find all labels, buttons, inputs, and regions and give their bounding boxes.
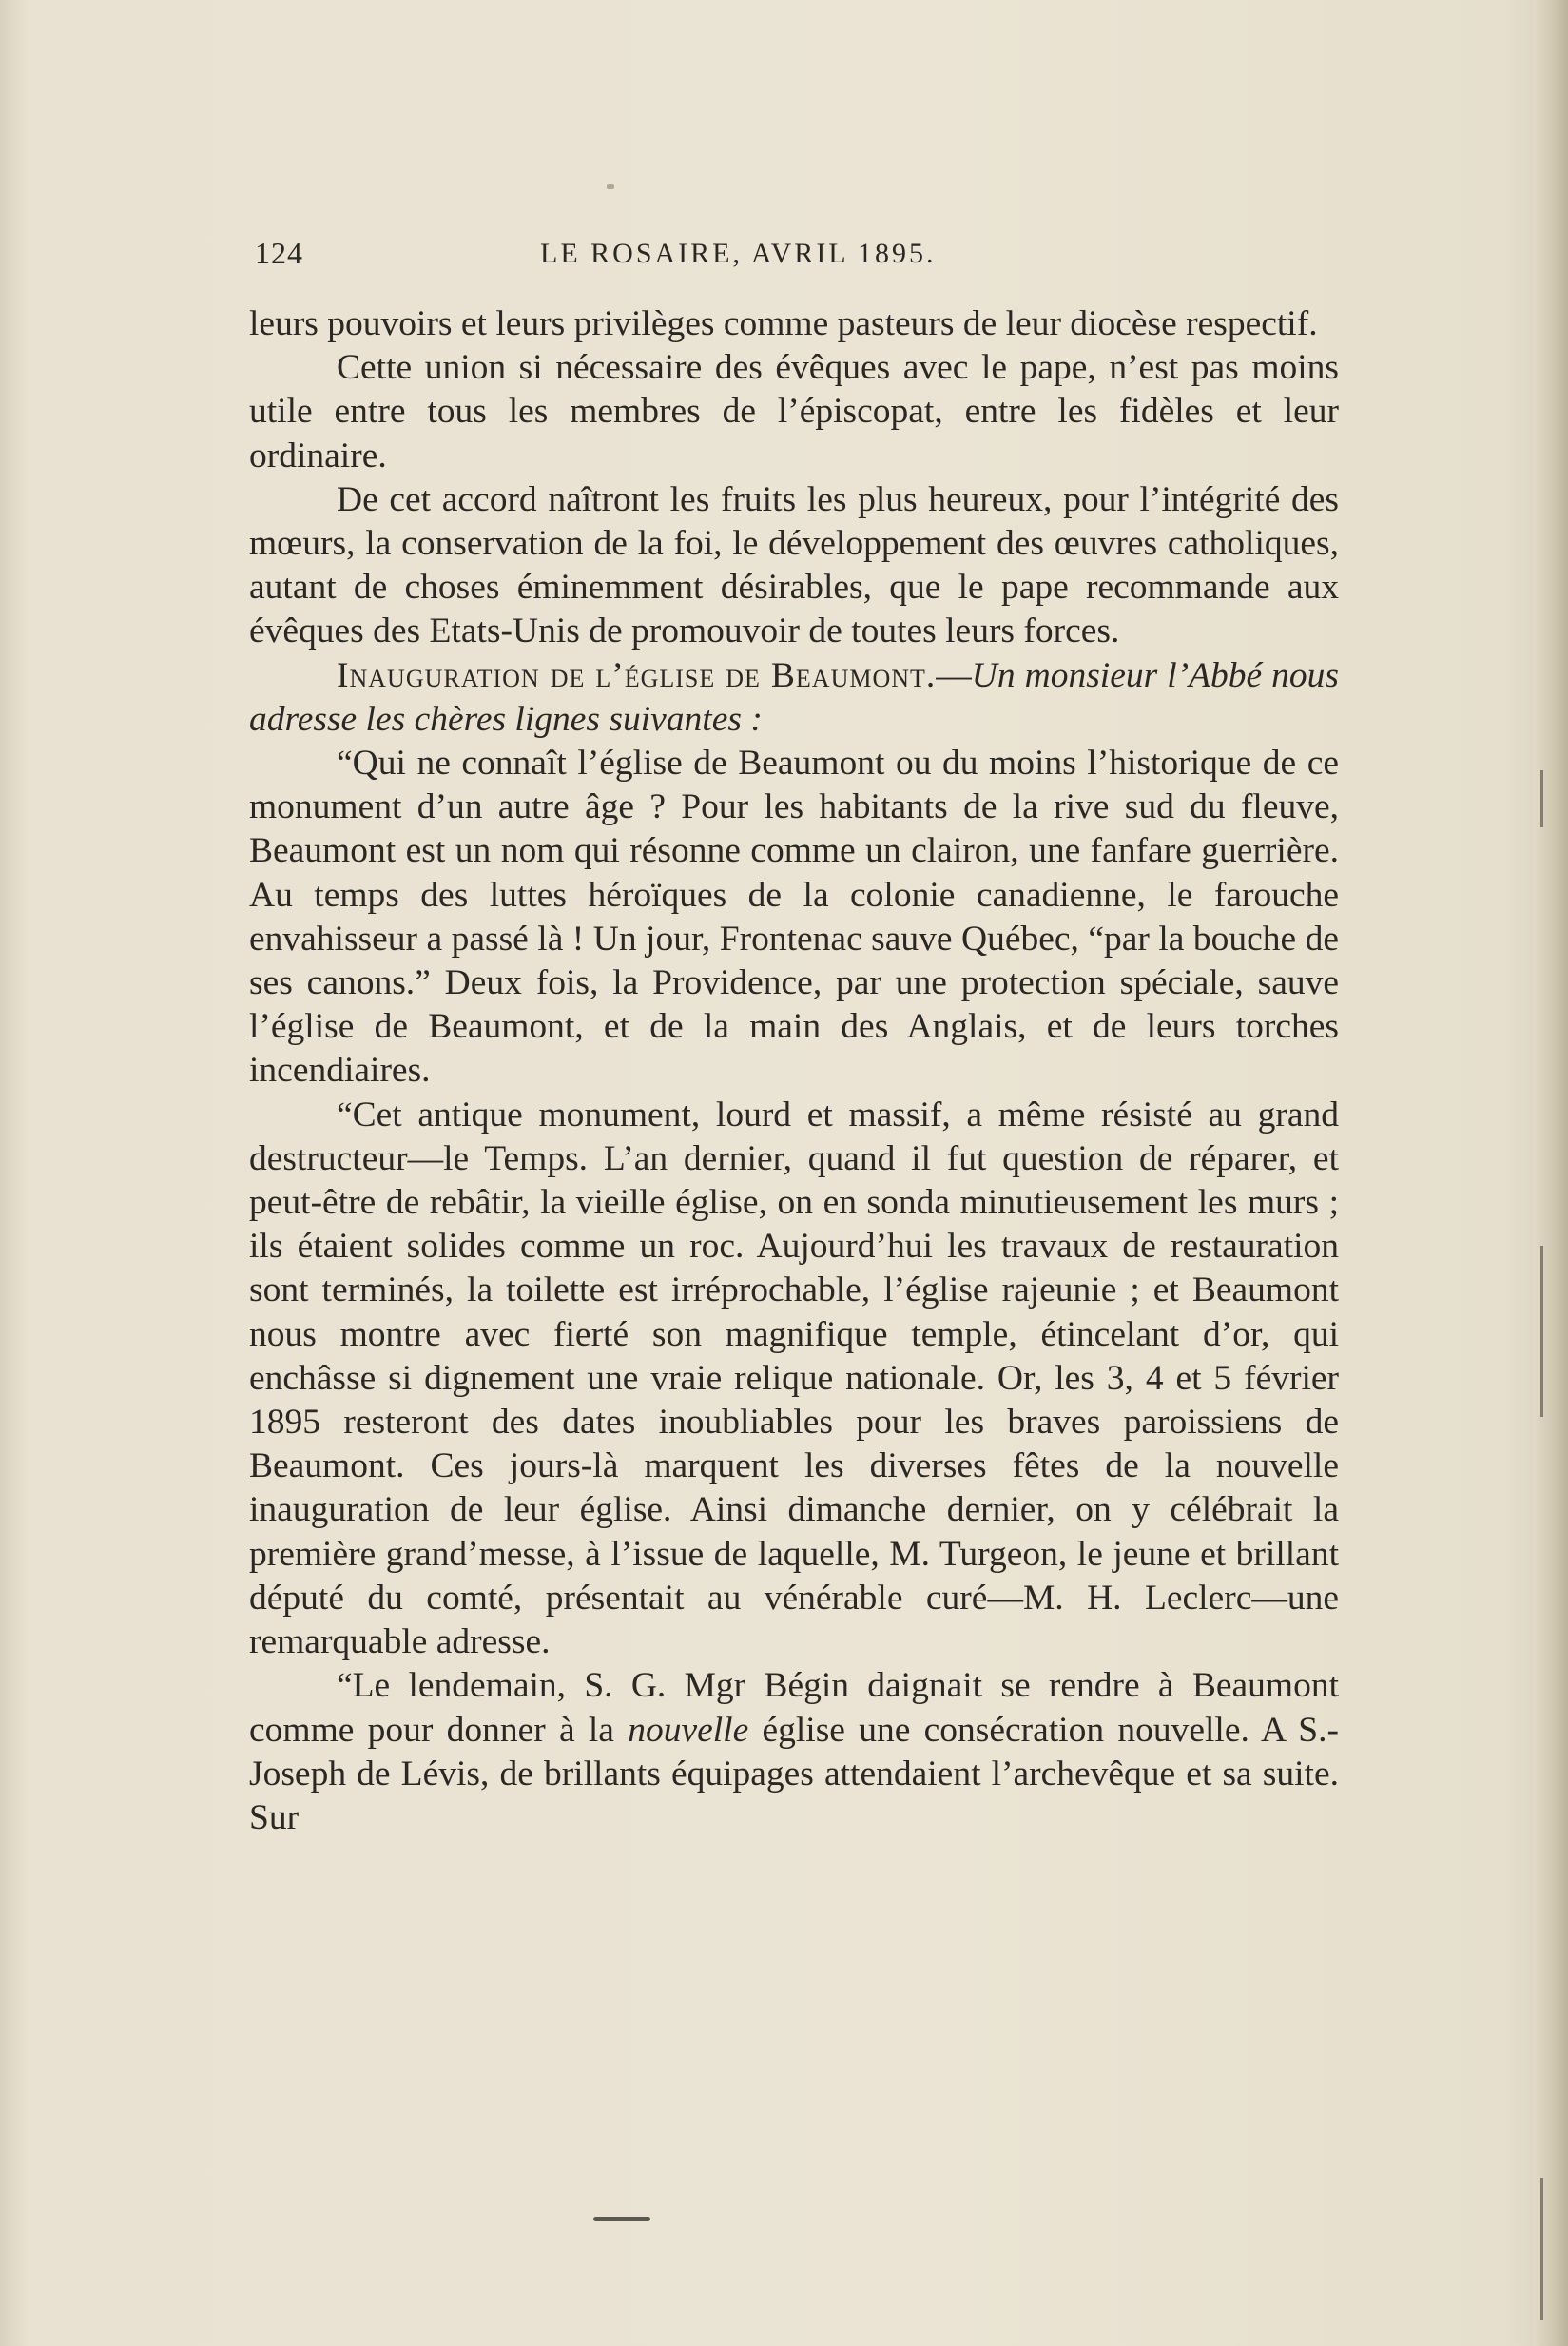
edge-mark: [1540, 1246, 1543, 1417]
running-title: LE ROSAIRE, AVRIL 1895.: [540, 238, 937, 269]
dash: —: [936, 655, 972, 695]
paragraph: Cette union si nécessaire des évêques avec le pape, n’est pas moins utile entre tous les membres de l’épiscopat, entre les fidèles et leur ordinaire.: [249, 348, 1339, 475]
paragraph: “Qui ne connaît l’église de Beaumont ou du moins l’historique de ce monument d’un autre âge ? Pour les habitants de la rive sud du fleuve, Beaumont est un nom qui résonne comme un clairon, une fanfare guerrière. Au temps des luttes héroïques de la colonie canadienne, le farouche envahisseur a passé là ! Un jour, Frontenac sauve Québec, “par la bouche de ses canons.” Deux fois, la Providence, par une protection spéciale, sauve l’église de Beaumont, et de la main des Anglais, et de leurs torches incendiaires.: [249, 744, 1339, 1091]
page-number: 124: [255, 236, 303, 270]
ink-speck: [607, 184, 614, 189]
running-header: [255, 236, 1055, 281]
body-text: [249, 302, 1339, 1840]
paragraph: “Cet antique monument, lourd et massif, a même résisté au grand destructeur—le Temps. L’an dernier, quand il fut question de réparer, et peut-être de rebâtir, la vieille église, on en sonda minutieusement les murs ; ils étaient solides comme un roc. Aujourd’hui les travaux de restauration sont terminés, la toilette est irréprochable, l’église rajeunie ; et Beaumont nous montre avec fierté son magnifique temple, étincelant d’or, qui enchâsse si dignement une vraie relique nationale. Or, les 3, 4 et 5 février 1895 resteront des dates inoubliables pour les braves paroissiens de Beaumont. Ces jours-là marquent les diverses fêtes de la nouvelle inauguration de leur église. Ainsi dimanche dernier, on y célébrait la première grand’messe, à l’issue de laquelle, M. Turgeon, le jeune et brillant député du comté, présentait au vénérable curé—M. H. Leclerc—une remarquable adresse.: [249, 1095, 1339, 1662]
paragraph: De cet accord naîtront les fruits les plus heureux, pour l’intégrité des mœurs, la conservation de la foi, le développement des œuvres catholiques, autant de choses éminemment désirables, que le pape recommande aux évêques des Etats-Unis de promouvoir de toutes leurs forces.: [249, 479, 1339, 651]
ink-mark: [593, 2217, 650, 2221]
edge-mark: [1540, 770, 1543, 827]
section-paragraph: [249, 654, 1339, 742]
italic-intro: Un monsieur l’Abbé nous adresse les chères lignes suivantes :: [249, 655, 1339, 739]
paragraph: [249, 1664, 1339, 1840]
text-span: “Le lendemain, S. G. Mgr Bégin daignait se rendre à Beaumont comme pour donner à la: [249, 1666, 1339, 1750]
paragraph: leurs pouvoirs et leurs privilèges comme pasteurs de leur diocèse respectif.: [249, 304, 1318, 343]
edge-mark: [1540, 2178, 1543, 2320]
italic-word: nouvelle: [628, 1710, 749, 1750]
section-heading: Inauguration de l’église de Beaumont.: [337, 655, 937, 695]
page-edge: [1534, 0, 1568, 2346]
text-span: église une consécration nouvelle. A S.-Joseph de Lévis, de brillants équipages attendaient l’archevêque et sa suite. Sur: [249, 1710, 1339, 1837]
